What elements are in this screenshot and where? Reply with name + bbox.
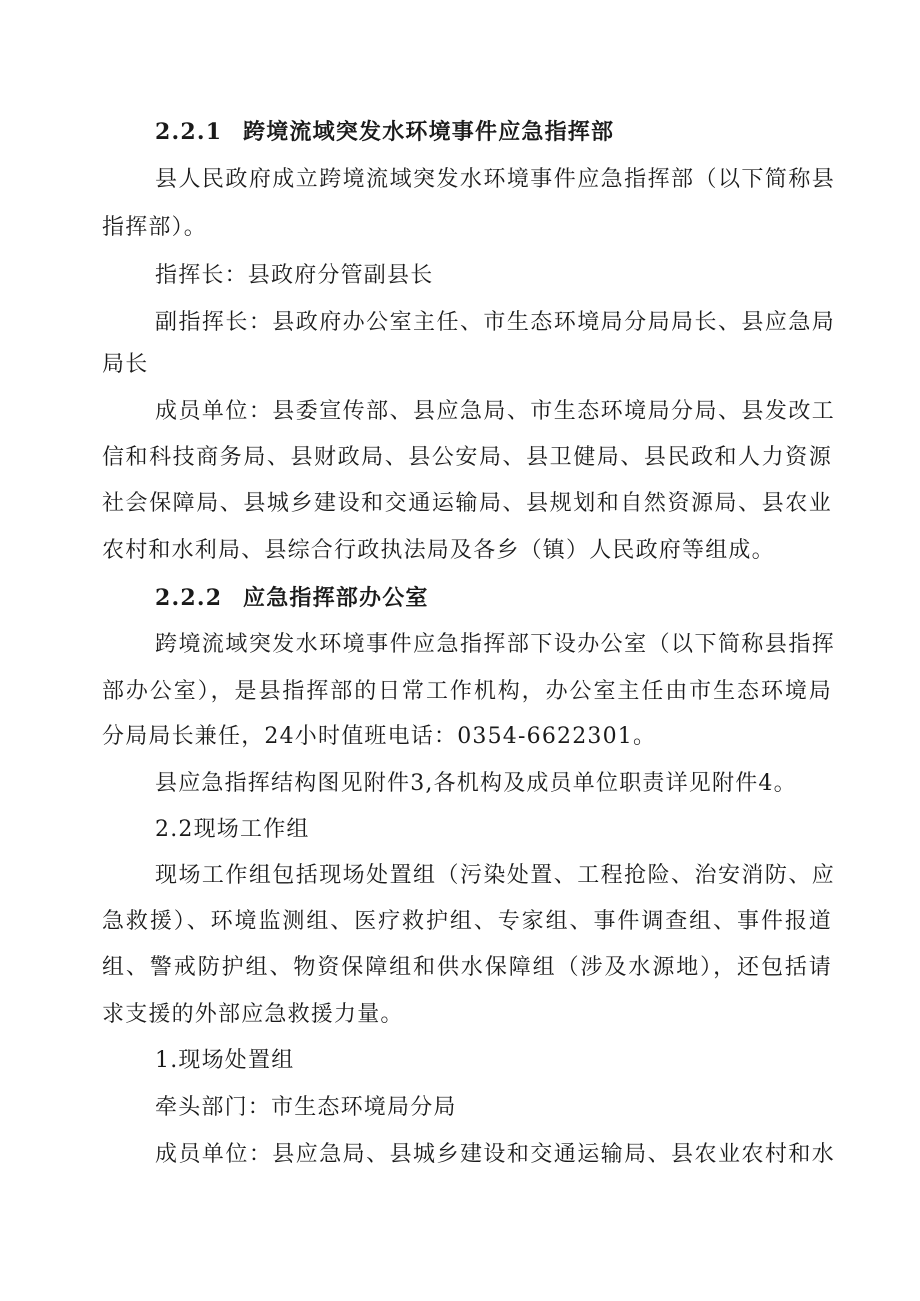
section-title: 跨境流域突发水环境事件应急指挥部 [243, 119, 615, 145]
paragraph-commander: 指挥长：县政府分管副县长 [155, 263, 434, 288]
paragraph-line: 社会保障局、县城乡建设和交通运输局、县规划和自然资源局、县农业 [102, 491, 832, 516]
section-heading-2-2-2 [155, 583, 835, 613]
section-heading-2-2: 2.2现场工作组 [155, 817, 310, 842]
paragraph-attachments: 县应急指挥结构图见附件3,各机构及成员单位职责详见附件4。 [155, 771, 797, 796]
paragraph-line: 现场工作组包括现场处置组（污染处置、工程抢险、治安消防、应 [155, 863, 835, 888]
paragraph-line: 成员单位：县应急局、县城乡建设和交通运输局、县农业农村和水 [155, 1142, 835, 1167]
paragraph-line: 副指挥长：县政府办公室主任、市生态环境局分局局长、县应急局 [155, 310, 835, 335]
paragraph-line: 急救援）、环境监测组、医疗救护组、专家组、事件调查组、事件报道 [102, 909, 832, 934]
paragraph-line: 县人民政府成立跨境流域突发水环境事件应急指挥部（以下简称县 [155, 167, 835, 192]
paragraph-line: 指挥部）。 [102, 215, 208, 240]
paragraph-lead-dept: 牵头部门：市生态环境局分局 [155, 1095, 457, 1120]
section-number: 2.2.1 [155, 119, 223, 145]
section-number: 2.2.2 [155, 585, 223, 611]
paragraph-line: 跨境流域突发水环境事件应急指挥部下设办公室（以下简称县指挥 [155, 632, 835, 657]
paragraph-line: 信和科技商务局、县财政局、县公安局、县卫健局、县民政和人力资源 [102, 445, 832, 470]
paragraph-line: 成员单位：县委宣传部、县应急局、市生态环境局分局、县发改工 [155, 399, 835, 424]
section-title: 应急指挥部办公室 [243, 585, 429, 611]
section-heading-2-2-1 [155, 117, 835, 147]
paragraph-line: 组、警戒防护组、物资保障组和供水保障组（涉及水源地），还包括请 [102, 955, 832, 980]
paragraph-line: 部办公室），是县指挥部的日常工作机构，办公室主任由市生态环境局 [102, 679, 832, 704]
paragraph-line: 农村和水利局、县综合行政执法局及各乡（镇）人民政府等组成。 [102, 538, 775, 563]
paragraph-line: 局长 [102, 352, 149, 377]
paragraph-line: 分局局长兼任，24小时值班电话：0354-6622301。 [102, 724, 657, 749]
list-item-heading: 1.现场处置组 [155, 1048, 295, 1073]
paragraph-line: 求支援的外部应急救援力量。 [102, 1002, 404, 1027]
